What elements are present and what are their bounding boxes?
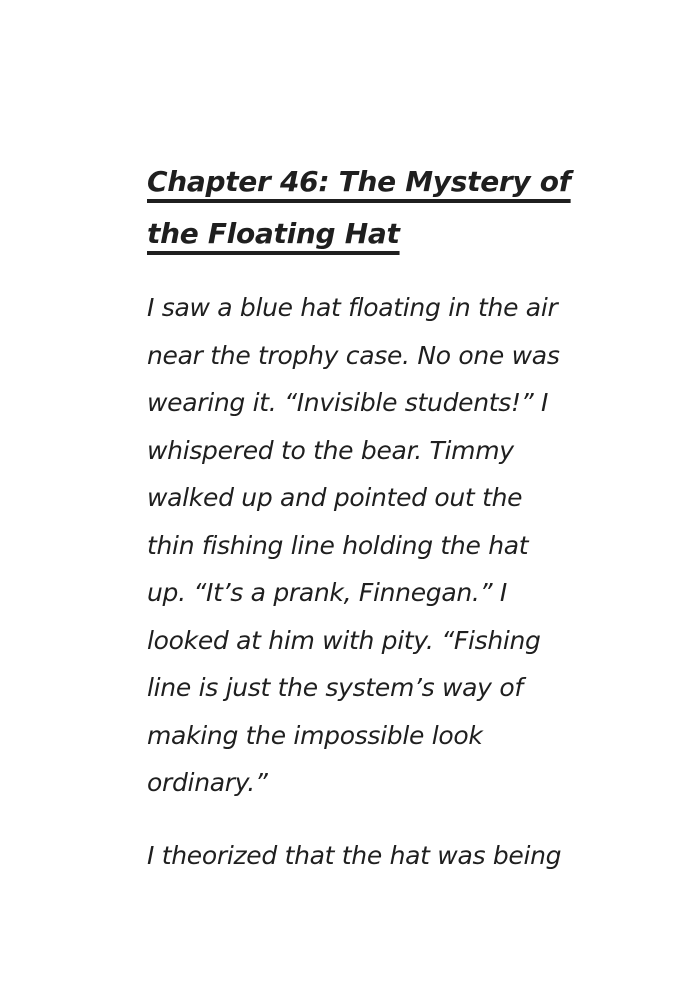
paragraph-1-line: ordinary.”: [147, 768, 268, 797]
paragraph-1-line: making the impossible look: [147, 720, 483, 750]
paragraph-1-line: wearing it. “Invisible students!” I: [147, 388, 549, 417]
paragraph-1-line: near the trophy case. No one was: [147, 340, 560, 370]
paragraph-2: [147, 832, 627, 880]
paragraph-1: [147, 284, 627, 807]
paragraph-1-line: whispered to the bear. Timmy: [147, 435, 514, 465]
paragraph-1-line: looked at him with pity. “Fishing: [147, 625, 541, 655]
paragraph-1-line: I saw a blue hat floating in the air: [147, 293, 558, 322]
paragraph-1-line: walked up and pointed out the: [147, 483, 523, 512]
paragraph-1-line: thin fishing line holding the hat: [147, 530, 529, 560]
paragraph-2-line: I theorized that the hat was being: [147, 840, 562, 870]
chapter-heading-line-2: the Floating Hat: [147, 217, 400, 250]
paragraph-1-line: up. “It’s a prank, Finnegan.” I: [147, 578, 507, 607]
chapter-heading-line-1: Chapter 46: The Mystery of: [147, 165, 571, 198]
document-content: [147, 156, 627, 879]
chapter-heading: [147, 156, 627, 260]
paragraph-1-line: line is just the system’s way of: [147, 673, 523, 702]
